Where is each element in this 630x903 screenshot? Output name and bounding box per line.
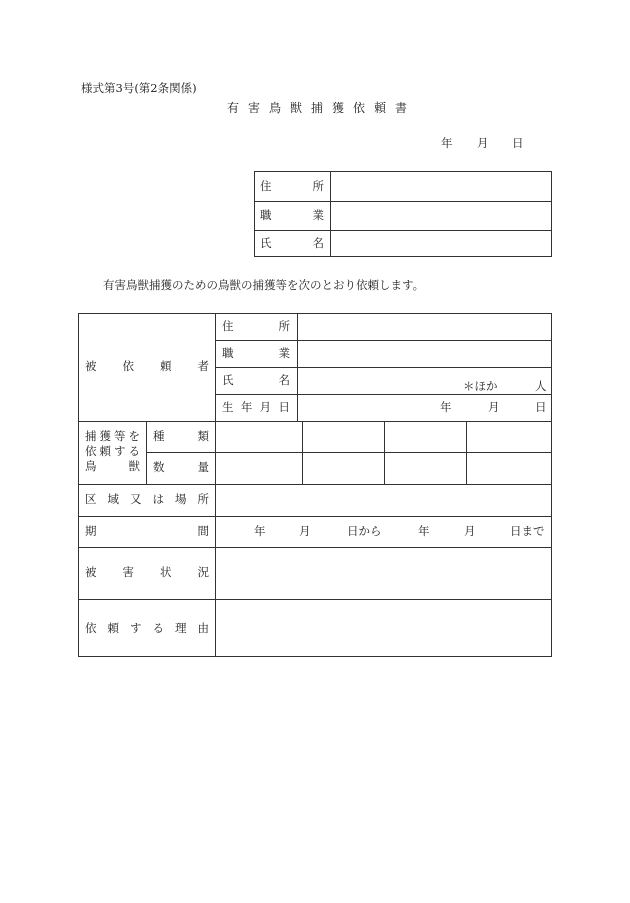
requester-address-label: 住 所 — [260, 179, 324, 193]
form-number: 様式第3号(第2条関係) — [81, 81, 197, 95]
requestee-name-label: 氏 名 — [222, 373, 290, 387]
area-label: 区 域 又 は 場 所 — [85, 492, 209, 506]
requestee-label: 被 依 頼 者 — [85, 359, 209, 373]
species-field[interactable] — [216, 422, 551, 452]
requestee-name-suffix: ＊ほか — [463, 379, 498, 393]
target-label-line1: 捕 獲 等 を — [85, 429, 140, 443]
period-end-year: 年 — [418, 524, 430, 538]
requestee-occupation-field[interactable] — [298, 341, 551, 367]
target-label-line2: 依 頼 す る — [85, 444, 140, 458]
quantity-field[interactable] — [216, 453, 551, 484]
requester-occupation-label: 職 業 — [260, 208, 324, 222]
period-start-month: 月 — [299, 524, 311, 538]
requestee-address-field[interactable] — [298, 314, 551, 340]
reason-field[interactable] — [216, 600, 551, 656]
requester-name-field[interactable] — [331, 231, 551, 256]
quantity-label: 数 量 — [153, 460, 209, 474]
requestee-address-label: 住 所 — [222, 319, 290, 333]
period-end-day: 日まで — [510, 524, 545, 538]
requester-name-label: 氏 名 — [260, 236, 324, 250]
reason-label: 依 頼 す る 理 由 — [85, 621, 209, 635]
date-day-label: 日 — [512, 136, 524, 150]
period-label: 期 間 — [85, 524, 209, 538]
period-end-month: 月 — [464, 524, 476, 538]
species-label: 種 類 — [153, 429, 209, 443]
damage-field[interactable] — [216, 548, 551, 599]
period-start-year: 年 — [254, 524, 266, 538]
requestee-name-field[interactable] — [298, 368, 551, 394]
area-field[interactable] — [216, 485, 551, 516]
birth-year-label: 年 — [440, 400, 452, 414]
requester-occupation-field[interactable] — [331, 202, 551, 230]
requestee-birthdate-label: 生 年 月 日 — [222, 400, 290, 414]
intro-text: 有害鳥獣捕獲のための鳥獣の捕獲等を次のとおり依頼します。 — [103, 278, 425, 292]
date-year-label: 年 — [441, 136, 453, 150]
document-title: 有害鳥獣捕獲依頼書 — [227, 101, 417, 115]
requestee-occupation-label: 職 業 — [222, 346, 290, 360]
date-month-label: 月 — [477, 136, 489, 150]
birth-month-label: 月 — [488, 400, 500, 414]
damage-label: 被 害 状 況 — [85, 565, 209, 579]
requestee-count-unit: 人 — [535, 379, 547, 393]
birth-day-label: 日 — [535, 400, 547, 414]
target-label-line3: 鳥 獣 — [85, 459, 140, 473]
requester-address-field[interactable] — [331, 172, 551, 201]
period-start-day: 日から — [347, 524, 382, 538]
